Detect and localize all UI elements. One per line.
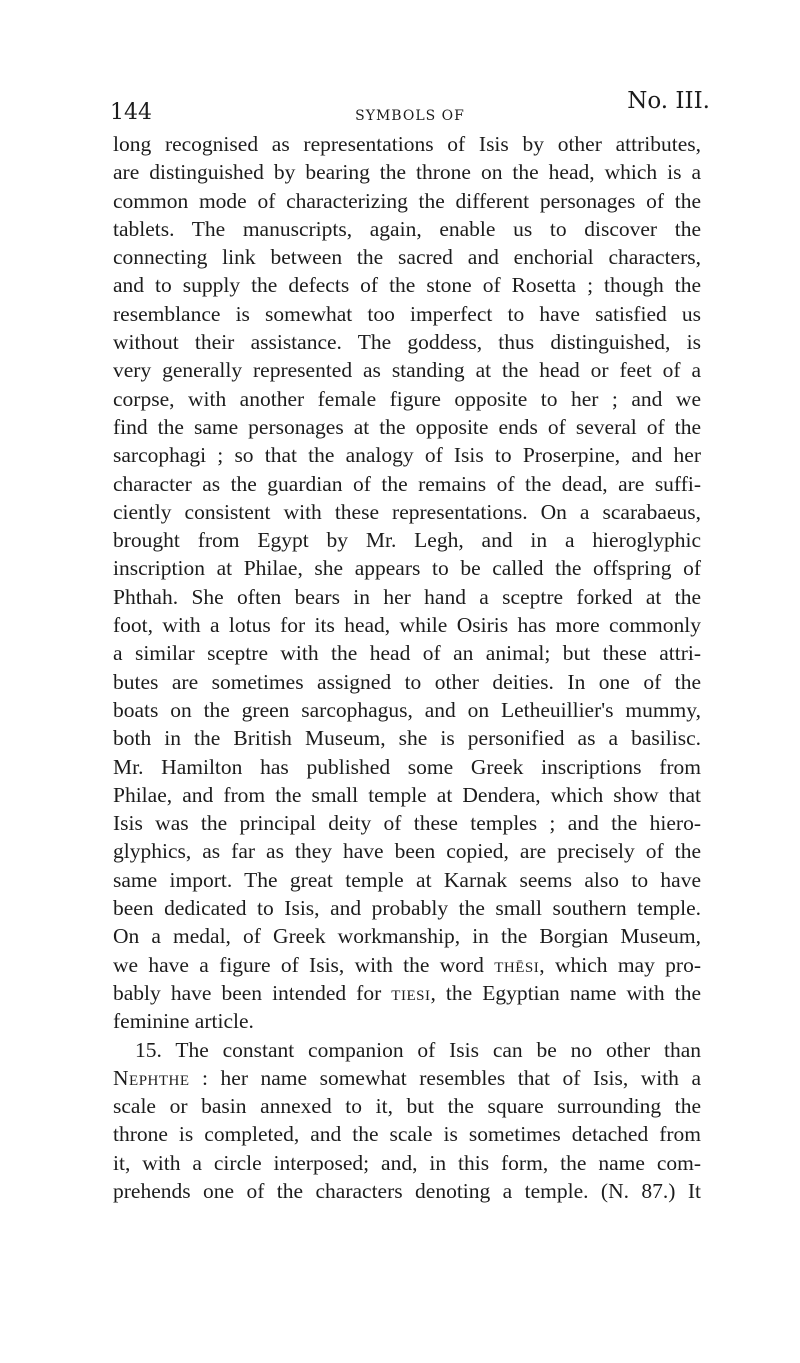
text-line: it, with a circle interposed; and, in this form, the name com- (113, 1150, 701, 1175)
text-line: without their assistance. The goddess, thus distinguished, is (113, 330, 701, 355)
text-segment: , which may pro- (539, 952, 701, 977)
text-line: glyphics, as far as they have been copied, are precisely of the (113, 839, 701, 864)
text-line: ciently consistent with these representations. On a scarabaeus, (113, 499, 701, 524)
text-line (113, 951, 701, 979)
text-line: scale or basin annexed to it, but the square surrounding the (113, 1094, 701, 1119)
page-number: 144 (110, 100, 152, 125)
text-line: find the same personages at the opposite ends of several of the (113, 414, 701, 439)
text-line: throne is completed, and the scale is sometimes detached from (113, 1122, 701, 1147)
text-line: resemblance is somewhat too imperfect to have satisfied us (113, 301, 701, 326)
text-segment: we have a figure of Isis, with the word (113, 952, 495, 977)
section-number: No. III. (627, 88, 710, 114)
text-line: very generally represented as standing at the head or feet of a (113, 358, 701, 383)
text-segment: : her name somewhat resembles that of Isis, with a (189, 1065, 701, 1090)
text-line: foot, with a lotus for its head, while Osiris has more commonly (113, 613, 701, 638)
text-line: sarcophagi ; so that the analogy of Isis to Proserpine, and her (113, 443, 701, 468)
text-line: inscription at Philae, she appears to be called the offspring of (113, 556, 701, 581)
text-line (113, 1064, 701, 1092)
text-line: common mode of characterizing the different personages of the (113, 188, 701, 213)
text-line: been dedicated to Isis, and probably the small southern temple. (113, 896, 701, 921)
text-line: and to supply the defects of the stone of Rosetta ; though the (113, 273, 701, 298)
text-line: character as the guardian of the remains of the dead, are suffi- (113, 471, 701, 496)
text-segment: bably have been intended for (113, 980, 392, 1005)
text-line: both in the British Museum, she is personified as a basilisc. (113, 726, 701, 751)
paragraph-start-line: 15. The constant companion of Isis can be no other than (135, 1037, 701, 1062)
text-line: brought from Egypt by Mr. Legh, and in a hieroglyphic (113, 528, 701, 553)
text-line: prehends one of the characters denoting a temple. (N. 87.) It (113, 1178, 701, 1203)
running-head: SYMBOLS OF (355, 108, 465, 124)
body-text (113, 130, 701, 1205)
text-line: Philae, and from the small temple at Dendera, which show that (113, 782, 701, 807)
text-line: long recognised as representations of Isis by other attributes, (113, 132, 701, 156)
text-line: Isis was the principal deity of these temples ; and the hiero- (113, 811, 701, 836)
text-segment: , the Egyptian name with the (430, 980, 701, 1005)
page-header (110, 88, 710, 128)
text-line: tablets. The manuscripts, again, enable us to discover the (113, 216, 701, 241)
small-caps-word: thēsi (494, 952, 540, 977)
text-line: connecting link between the sacred and enchorial characters, (113, 245, 701, 270)
text-line: corpse, with another female figure opposite to her ; and we (113, 386, 701, 411)
text-line: same import. The great temple at Karnak seems also to have (113, 867, 701, 892)
text-line: Mr. Hamilton has published some Greek inscriptions from (113, 754, 701, 779)
text-line: are distinguished by bearing the throne on the head, which is a (113, 160, 701, 185)
text-line: a similar sceptre with the head of an animal; but these attri- (113, 641, 701, 666)
text-line (113, 979, 701, 1007)
text-line: Phthah. She often bears in her hand a sceptre forked at the (113, 584, 701, 609)
text-line: On a medal, of Greek workmanship, in the Borgian Museum, (113, 924, 701, 949)
text-line: feminine article. (113, 1009, 254, 1034)
text-line: boats on the green sarcophagus, and on Letheuillier's mummy, (113, 697, 701, 722)
text-line: butes are sometimes assigned to other deities. In one of the (113, 669, 701, 694)
small-caps-word: tiesi (391, 980, 431, 1005)
small-caps-name: Nephthe (113, 1065, 190, 1090)
